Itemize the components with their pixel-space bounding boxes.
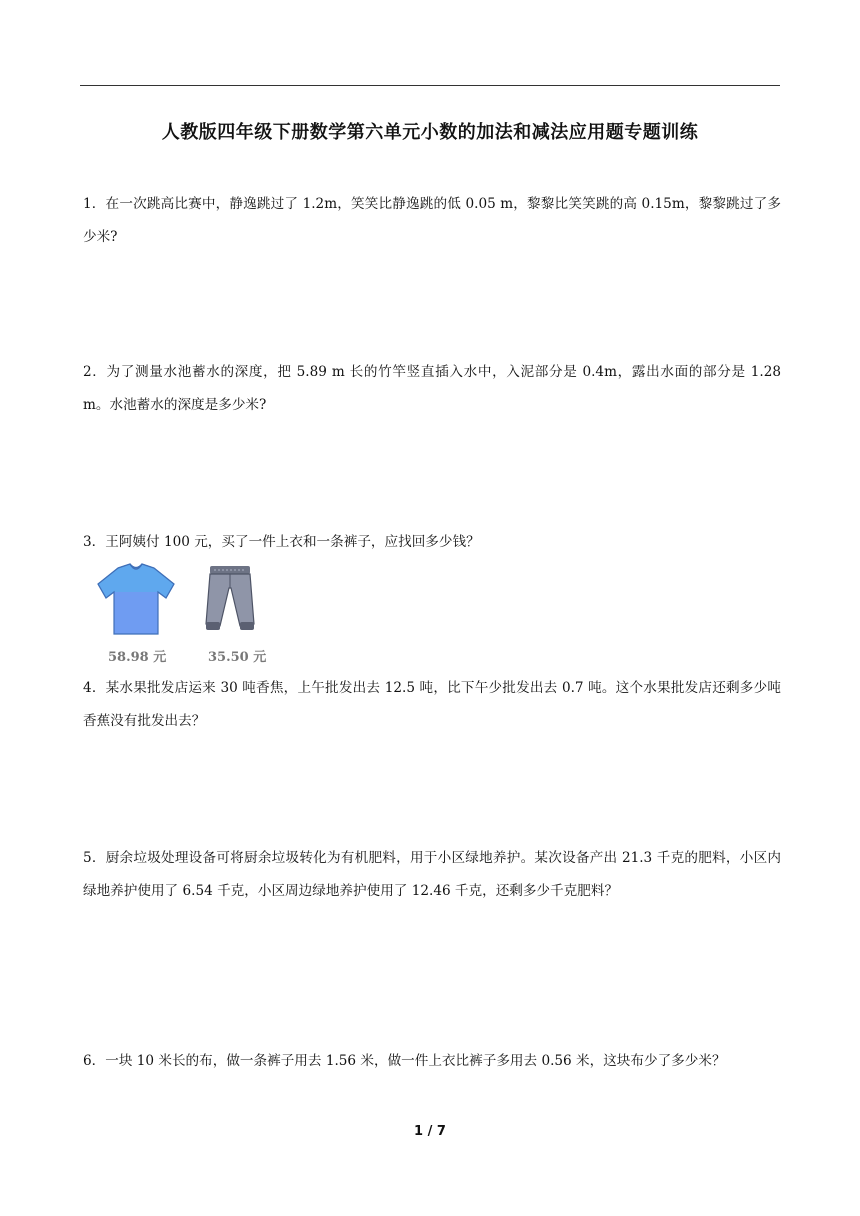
shirt-price: 58.98 元 (108, 650, 167, 665)
question-1: 1．在一次跳高比赛中，静逸跳过了 1.2m，笑笑比静逸跳的低 0.05 m，黎黎比笑笑跳的高 0.15m，黎黎跳过了多少米? (83, 196, 781, 245)
header-rule (80, 85, 780, 86)
clothing-figure (96, 562, 296, 672)
t-shirt-icon (96, 562, 176, 636)
pants-price: 35.50 元 (208, 650, 267, 665)
question-4: 4．某水果批发店运来 30 吨香焦，上午批发出去 12.5 吨，比下午少批发出去 0.7 吨。这个水果批发店还剩多少吨香蕉没有批发出去？ (83, 680, 781, 729)
page-title: 人教版四年级下册数学第六单元小数的加法和减法应用题专题训练 (161, 122, 699, 143)
question-6: 6．一块 10 米长的布，做一条裤子用去 1.56 米，做一件上衣比裤子多用去 0.56 米，这块布少了多少米？ (83, 1053, 726, 1069)
page-number: 1 / 7 (414, 1124, 446, 1139)
question-2: 2．为了测量水池蓄水的深度，把 5.89 m 长的竹竿竖直插入水中，入泥部分是 0.4m，露出水面的部分是 1.28 m。水池蓄水的深度是多少米? (83, 364, 781, 413)
question-5: 5．厨余垃圾处理设备可将厨余垃圾转化为有机肥料，用于小区绿地养护。某次设备产出 21.3 千克的肥料，小区内绿地养护使用了 6.54 千克，小区周边绿地养护使用了 12.46 千克，还剩多少千克肥料？ (83, 850, 781, 899)
pants-item (200, 562, 260, 640)
question-3: 3．王阿姨付 100 元，买了一件上衣和一条裤子，应找回多少钱？ (83, 534, 480, 550)
shirt-item (96, 562, 176, 640)
pants-icon (200, 562, 260, 636)
